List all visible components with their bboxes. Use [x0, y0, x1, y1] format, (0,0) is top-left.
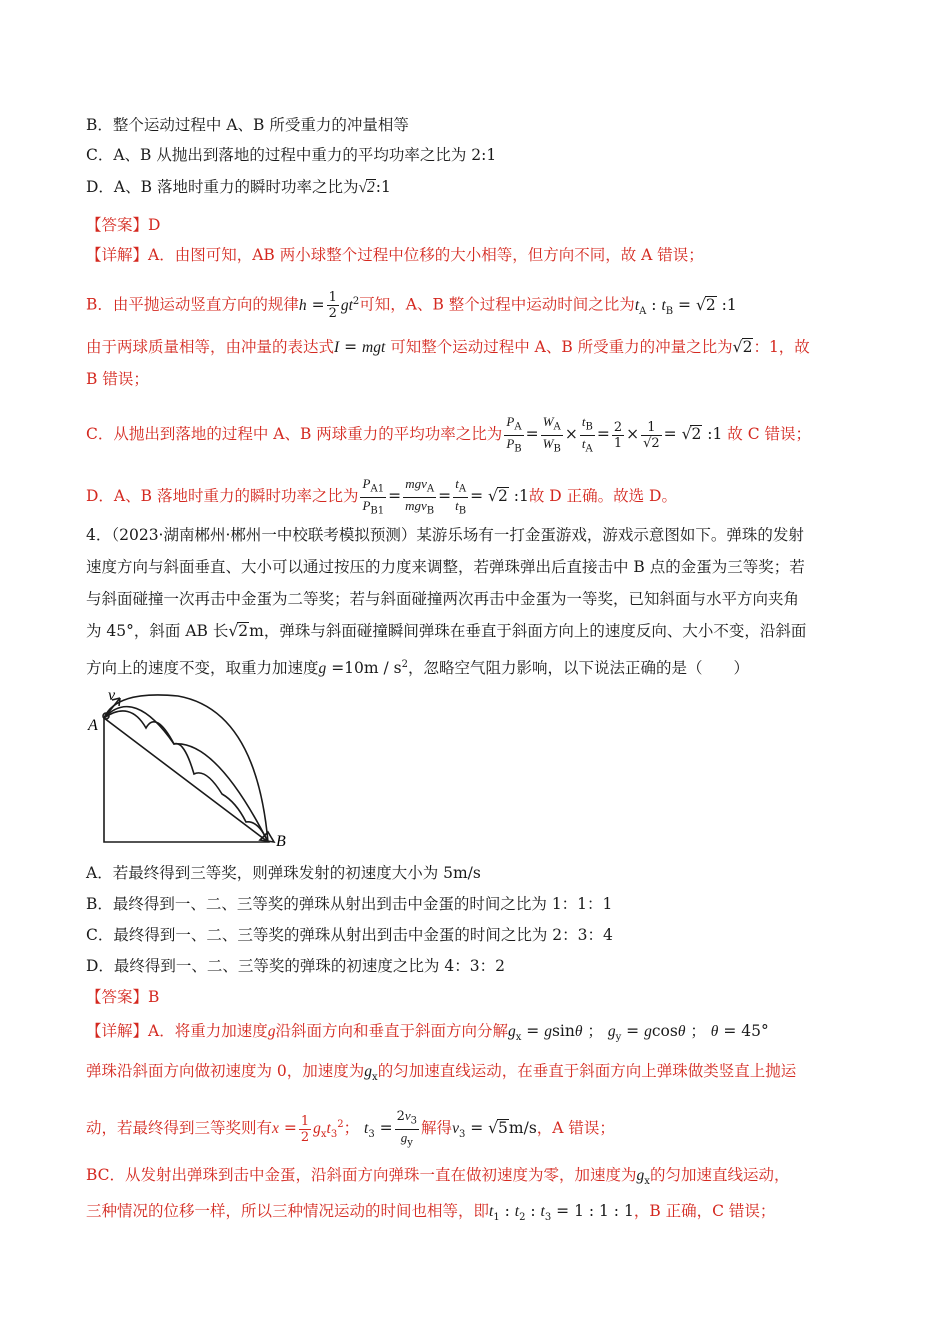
trajectory-direct	[104, 695, 268, 842]
q4-stem-1: 4．（2023·湖南郴州·郴州一中校联考模拟预测）某游乐场有一打金蛋游戏，游戏示意图如下。弹珠的发射	[86, 526, 804, 544]
q4-stem-2: 速度方向与斜面垂直、大小可以通过按压的力度来调整，若弹珠弹出后直接击中 B 点的金蛋为三等奖；若	[86, 558, 805, 576]
q4-option-c: C．最终得到一、二、三等奖的弹珠从射出到击中金蛋的时间之比为 2：3：4	[86, 926, 613, 944]
q4-explain-bc2: 三种情况的位移一样，所以三种情况运动的时间也相等，即$t_1$ : $t_2$ : $t_3 = 1$ : 1 : 1，B 正确，C 错误；	[86, 1202, 776, 1224]
q3-explain-c: C．从抛出到落地的过程中 A、B 两球重力的平均功率之比为 $\frac{P_A}{P_B}$ = $\frac{W_A}{W_B}$ × $\frac{t_B}{t_A}$ = $\frac{2}{1}$ × $\frac{1}{√2}$ = √2 :1 故 C 错误；	[86, 414, 811, 455]
q4-explain-a3: 动，若最终得到三等奖则有x = $\frac{1}{2}$ $g_xt_3^2$； $t_3$ = $\frac{2v_3}{g_y}$ 解得$v_3 = √5m/s$，A 错误；	[86, 1108, 615, 1149]
q4-option-d: D．最终得到一、二、三等奖的弹珠的初速度之比为 4：3：2	[86, 957, 505, 975]
q3-answer: 【答案】D	[86, 216, 161, 234]
q4-option-a: A．若最终得到三等奖，则弹珠发射的初速度大小为 5m/s	[86, 864, 481, 882]
q3-explain-b: B．由平抛运动竖直方向的规律h = $\frac{1}{2}$ $gt^2$可知，A、B 整个过程中运动时间之比为$t_A$ : $t_B = √2$ :1	[86, 290, 737, 321]
q3-option-c: C．A、B 从抛出到落地的过程中重力的平均功率之比为 2:1	[86, 146, 497, 164]
q3-explain-d: D．A、B 落地时重力的瞬时功率之比为 $\frac{P_{A1}}{P_{B1}}$ = $\frac{mgv_A}{mgv_B}$ = $\frac{t_A}{t_B}$ = √2 :1故 D 正确。故选 D。	[86, 476, 677, 517]
q4-explain-a1: 【详解】A．将重力加速度g沿斜面方向和垂直于斜面方向分解$g_x = gsin\theta$ ； $g_y = gcos\theta$ ； θ = 45°	[86, 1022, 769, 1044]
trajectory-two-bounces	[104, 711, 268, 842]
label-b: B	[276, 833, 286, 850]
q3-option-d: D．A、B 落地时重力的瞬时功率之比为√2:1	[86, 178, 391, 196]
q3-explain-impulse: 由于两球质量相等，由冲量的表达式I = mgt 可知整个运动过程中 A、B 所受重力的冲量之比为√2：1，故	[86, 338, 810, 356]
q4-stem-3: 与斜面碰撞一次再击中金蛋为二等奖；若与斜面碰撞两次再击中金蛋为一等奖，已知斜面与水平方向夹角	[86, 590, 800, 608]
q3-explain-impulse-wrap: B 错误；	[86, 370, 149, 388]
q4-answer: 【答案】B	[86, 988, 160, 1006]
trajectory-one-bounce	[104, 707, 268, 842]
slope-triangle	[104, 718, 268, 842]
q3-explain-a: 【详解】A．由图可知，AB 两小球整个过程中位移的大小相等，但方向不同，故 A 错误；	[86, 246, 704, 264]
q4-stem-5: 方向上的速度不变，取重力加速度$g =10m / s^2$，忽略空气阻力影响，以下说法正确的是（ ）	[86, 659, 750, 678]
q3-option-b: B．整个运动过程中 A、B 所受重力的冲量相等	[86, 116, 409, 134]
q4-explain-a2: 弹珠沿斜面方向做初速度为 0，加速度为$g_x$的匀加速直线运动，在垂直于斜面方向上弹珠做类竖直上抛运	[86, 1062, 797, 1084]
label-a: A	[88, 717, 98, 734]
label-v: v	[108, 687, 116, 704]
q4-option-b: B．最终得到一、二、三等奖的弹珠从射出到击中金蛋的时间之比为 1：1：1	[86, 895, 613, 913]
q4-explain-bc1: BC．从发射出弹珠到击中金蛋，沿斜面方向弹珠一直在做初速度为零，加速度为$g_x$的匀加速直线运动，	[86, 1166, 790, 1188]
slope-diagram	[86, 682, 296, 854]
q4-stem-4: 为 45°，斜面 AB 长√2m，弹珠与斜面碰撞瞬间弹珠在垂直于斜面方向上的速度反向、大小不变，沿斜面	[86, 622, 807, 640]
